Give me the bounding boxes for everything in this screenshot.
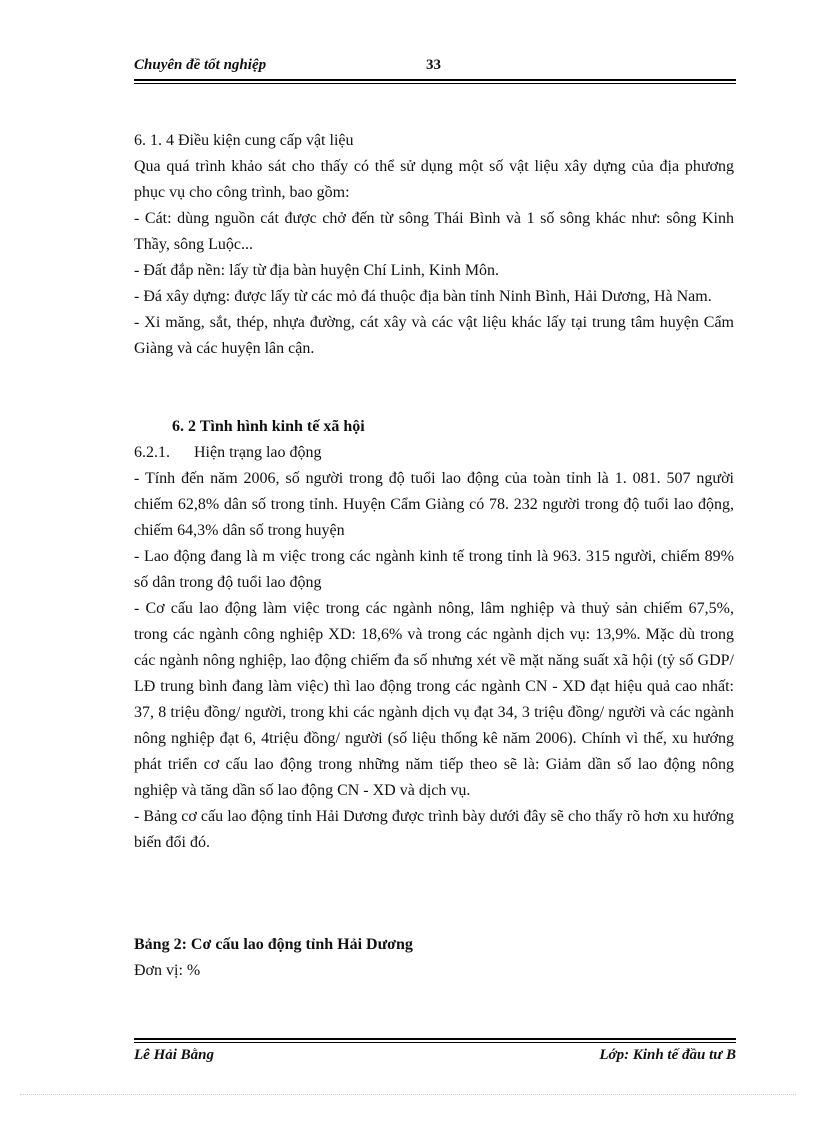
header-title: Chuyên đề tốt nghiệp	[134, 57, 267, 73]
list-item: - Xi măng, sắt, thép, nhựa đường, cát xây và các vật liệu khác lấy tại trung tâm huyện Cẩm Giàng và các huyện lân cận.	[134, 314, 734, 357]
footer-author: Lê Hải Bằng	[134, 1047, 215, 1063]
list-item: - Cát: dùng nguồn cát được chở đến từ sông Thái Bình và 1 số sông khác như: sông Kinh Thầy, sông Luộc...	[134, 210, 734, 253]
section-heading-614: 6. 1. 4 Điều kiện cung cấp vật liệu	[134, 132, 354, 149]
list-item: - Lao động đang là m việc trong các ngành kinh tế trong tỉnh là 963. 315 người, chiếm 89% số dân trong độ tuổi lao động	[134, 548, 734, 591]
page-footer	[134, 1047, 736, 1067]
footer-rule	[134, 1038, 736, 1043]
subsection-number: 6.2.1.	[134, 444, 170, 461]
list-item: - Bảng cơ cấu lao động tỉnh Hải Dương được trình bày dưới đây sẽ cho thấy rõ hơn xu hướng biến đổi đó.	[134, 808, 734, 851]
paragraph-intro: Qua quá trình khảo sát cho thấy có thể sử dụng một số vật liệu xây dựng của địa phương phục vụ cho công trình, bao gồm:	[134, 158, 734, 201]
subsection-heading	[134, 440, 734, 466]
list-item: - Tính đến năm 2006, số người trong độ tuổi lao động của toàn tỉnh là 1. 081. 507 người chiếm 62,8% dân số trong tỉnh. Huyện Cẩm Giàng có 78. 232 người trong độ tuổi lao động, chiếm 64,3% dân số trong huyện	[134, 470, 734, 539]
list-item: - Đá xây dựng: được lấy từ các mỏ đá thuộc địa bàn tỉnh Ninh Bình, Hải Dương, Hà Nam.	[134, 288, 712, 305]
list-item: - Đất đắp nền: lấy từ địa bàn huyện Chí Linh, Kinh Môn.	[134, 262, 500, 279]
header-rule	[134, 79, 736, 84]
section-heading-62: 6. 2 Tình hình kinh tế xã hội	[172, 418, 365, 435]
page-edge-divider	[20, 1094, 796, 1095]
page-header	[134, 57, 736, 77]
subsection-title: Hiện trạng lao động	[194, 444, 322, 461]
list-item: - Cơ cấu lao động làm việc trong các ngành nông, lâm nghiệp và thuỷ sản chiếm 67,5%, trong các ngành công nghiệp XD: 18,6% và trong các ngành dịch vụ: 13,9%. Mặc dù trong các ngành nông nghiệp, lao động chiếm đa số nhưng xét về mặt năng suất xã hội (tỷ số GDP/ LĐ trung bình đang làm việc) thì lao động trong các ngành CN - XD đạt hiệu quả cao nhất: 37, 8 triệu đồng/ người, trong khi các ngành dịch vụ đạt 34, 3 triệu đồng/ người và các ngành nông nghiệp đạt 6, 4triệu đồng/ người (số liệu thống kê năm 2006). Chính vì thế, xu hướng phát triển cơ cấu lao động trong những năm tiếp theo sẽ là: Giảm dần số lao động nông nghiệp và tăng dần số lao động CN - XD và dịch vụ.	[134, 600, 734, 799]
unit-label: Đơn vị: %	[134, 962, 201, 979]
page-number: 33	[426, 57, 441, 73]
page-body	[134, 128, 734, 984]
footer-class: Lớp: Kinh tế đầu tư B	[599, 1047, 736, 1063]
table-caption: Bảng 2: Cơ cấu lao động tỉnh Hải Dương	[134, 936, 413, 953]
